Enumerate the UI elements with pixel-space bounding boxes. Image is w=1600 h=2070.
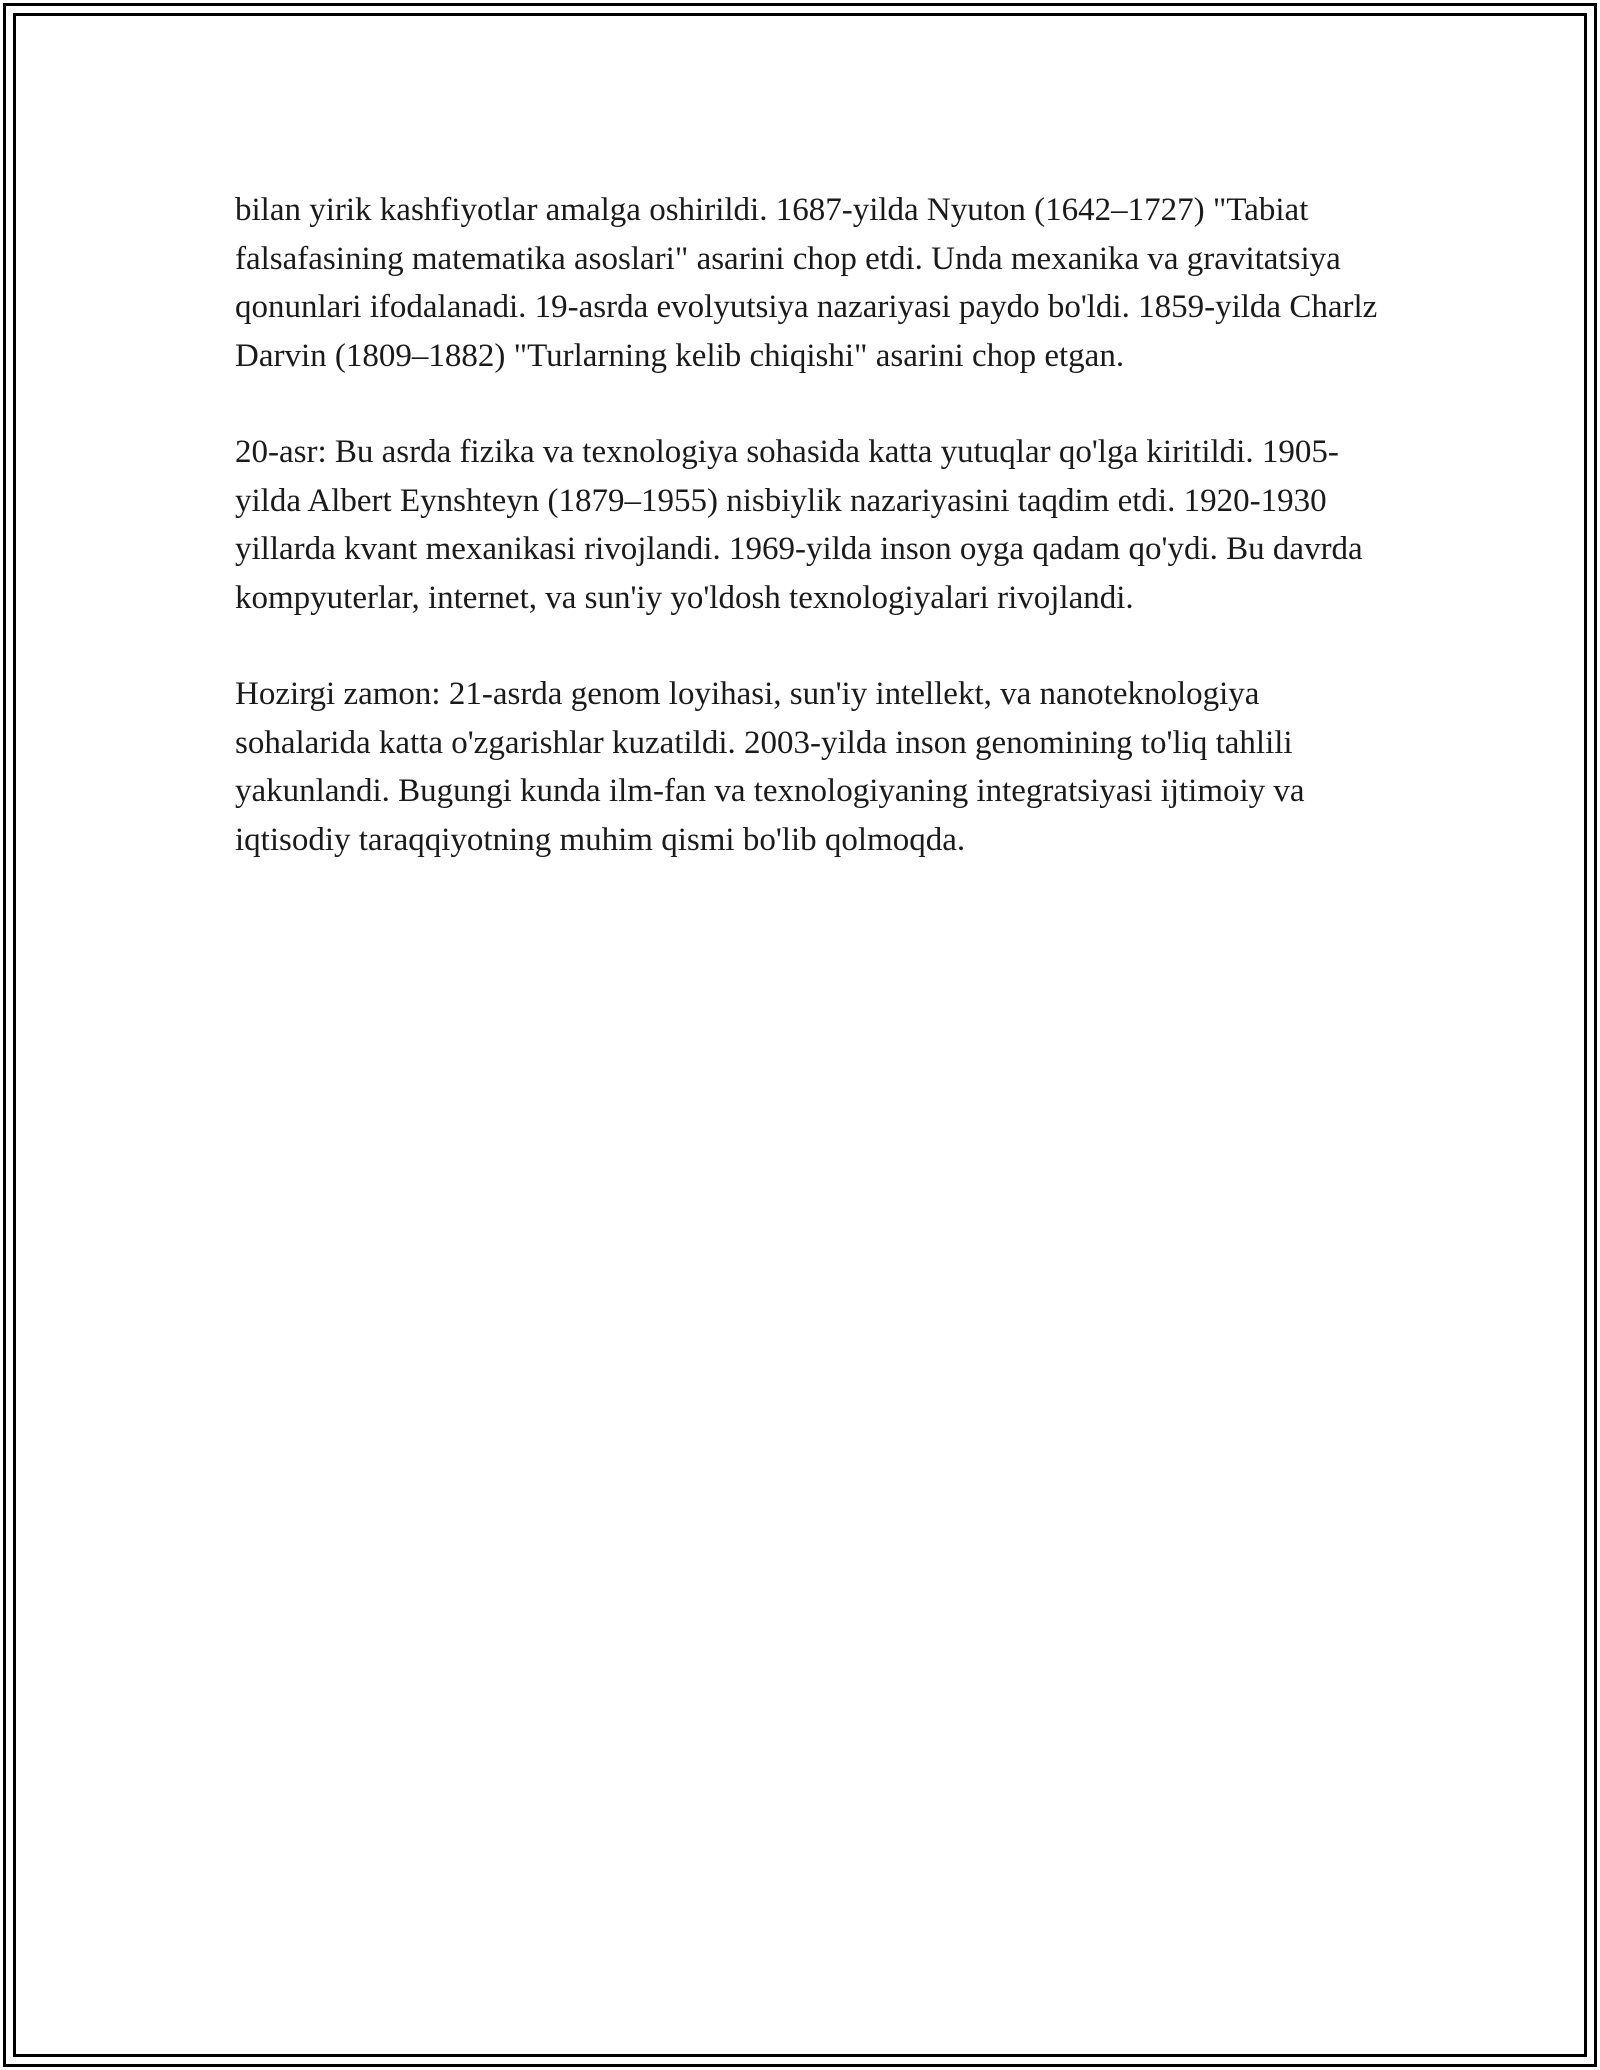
document-body	[235, 186, 1385, 912]
paragraph-scientific-revolution: bilan yirik kashfiyotlar amalga oshirildi. 1687-yilda Nyuton (1642–1727) "Tabiat falsafasining matematika asoslari" asarini chop etdi. Unda mexanika va gravitatsiya qonunlari ifodalanadi. 19-asrda evolyutsiya nazariyasi paydo bo'ldi. 1859-yilda Charlz Darvin (1809–1882) "Turlarning kelib chiqishi" asarini chop etgan.	[235, 192, 1378, 374]
paragraph-modern-era: Hozirgi zamon: 21-asrda genom loyihasi, sun'iy intellekt, va nanoteknologiya sohalarida katta o'zgarishlar kuzatildi. 2003-yilda inson genomining to'liq tahlili yakunlandi. Bugungi kunda ilm-fan va texnologiyaning integratsiyasi ijtimoiy va iqtisodiy taraqqiyotning muhim qismi bo'lib qolmoqda.	[235, 676, 1305, 858]
paragraph-20th-century: 20-asr: Bu asrda fizika va texnologiya sohasida katta yutuqlar qo'lga kiritildi. 1905-yilda Albert Eynshteyn (1879–1955) nisbiylik nazariyasini taqdim etdi. 1920-1930 yillarda kvant mexanikasi rivojlandi. 1969-yilda inson oyga qadam qo'ydi. Bu davrda kompyuterlar, internet, va sun'iy yo'ldosh texnologiyalari rivojlandi.	[235, 434, 1363, 616]
